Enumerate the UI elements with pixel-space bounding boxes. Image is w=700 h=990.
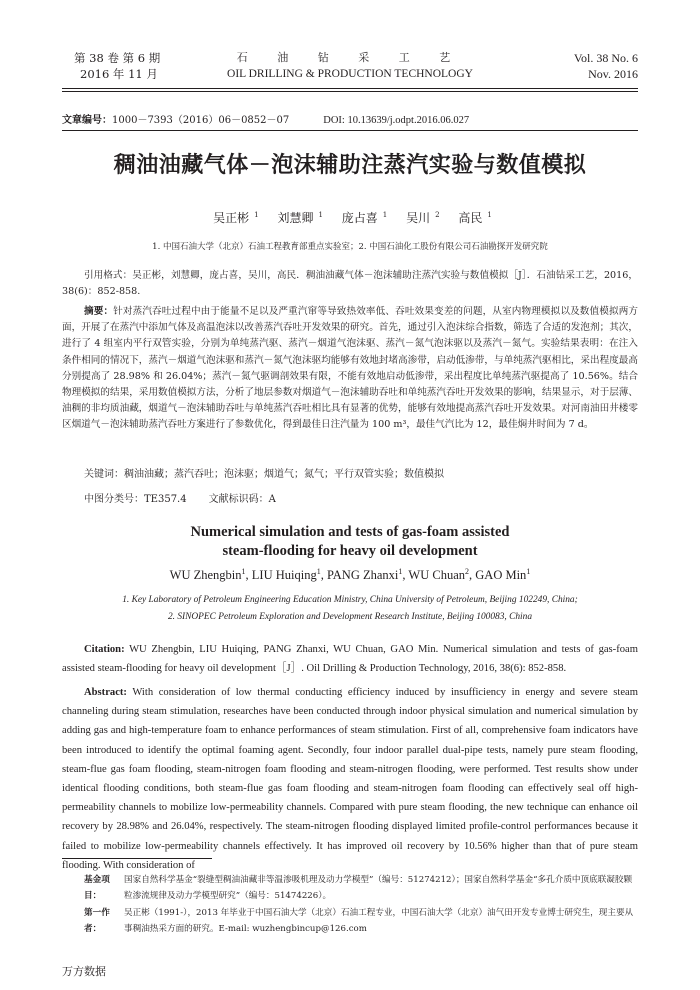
article-id-label: 文章编号： [62, 115, 112, 126]
citation-en-label: Citation: [84, 644, 125, 655]
abstract-cn-text: 针对蒸汽吞吐过程中由于能量不足以及严重汽窜等导致热效率低、吞吐效果变差的问题，从室内物理模拟以及数值模拟两方面，开展了在蒸汽中添加气体及高温泡沫以改善蒸汽吞吐开发效果的研究。首先，通过引入泡沫综合指数，筛选了合适的发泡剂；其次，进行了 4 组室内平行双管实验，分别为单纯蒸汽驱、蒸汽－烟道气泡沫驱、蒸汽－氮气泡沫驱以及蒸汽－氮气。实验结果表明：在注入条件相同的情况下，蒸汽－烟道气泡沫驱和蒸汽－氮气泡沫驱均能够有效地封堵高渗带，启动低渗带，与单纯蒸汽驱相比，采出程度最高分别提高了 28.98% 和 26.04%；蒸汽－氮气驱调剖效果有限，不能有效地启动低渗带，采出程度比单纯蒸汽驱提高了 10.56%。结合物理模拟的结果，采用数值模拟方法，分析了地层参数对烟道气－泡沫辅助吞吐和单纯蒸汽吞吐开发效果的影响，结果显示，对于层薄、油稠的非均质油藏，烟道气－泡沫辅助吞吐与单纯蒸汽吞吐相比具有显著的优势，能够有效地提高蒸汽吞吐开发效果。对河南油田井楼零区烟道气－泡沫辅助蒸汽吞吐方案进行了参数优化，得到最佳日注汽量为 100 m³，最佳气汽比为 12，最佳焖井时间为 7 d。 [62, 306, 639, 431]
abstract-en-label: Abstract: [84, 687, 127, 698]
author-en: LIU Huiqing$^1$, [251, 567, 327, 583]
author-cn: 刘慧卿 $^1$ [277, 211, 323, 225]
article-meta [62, 111, 469, 126]
first-author-text: 吴正彬（1991-），2013 年毕业于中国石油大学（北京）石油工程专业，中国石油大学（北京）油气田开发专业博士研究生，现主要从事稠油热采方面的研究。E-mail: wuzhengbincup@126.com [124, 908, 634, 934]
journal-name-en: OIL DRILLING & PRODUCTION TECHNOLOGY [227, 68, 473, 80]
doi[interactable]: DOI: 10.13639/j.odpt.2016.06.027 [323, 115, 470, 126]
date-cn: 2016 年 11 月 [80, 67, 158, 81]
keywords-cn [84, 465, 444, 480]
header-rule-top [62, 88, 638, 89]
keywords-cn-label: 关键词： [84, 469, 124, 480]
meta-rule [62, 130, 638, 131]
fund-note [84, 873, 638, 905]
volume-en: Vol. 38 No. 6 [573, 51, 638, 65]
author-en: WU Chuan$^2$, [408, 567, 476, 583]
issue-info-en [574, 50, 638, 82]
doc-code-label: 文献标识码： [208, 494, 269, 505]
journal-name-cn: 石 油 钻 采 工 艺 [236, 51, 464, 64]
abstract-cn [62, 304, 638, 434]
fund-text: 国家自然科学基金“裂缝型稠油油藏非等温渗吸机理及动力学模型”（编号：51274212）；国家自然科学基金“多孔介质中顶底联凝胶颗粒渗流规律及动力学模型研究”（编号：51474226）。 [124, 875, 633, 901]
author-cn: 高民 $^1$ [458, 211, 492, 225]
keywords-cn-text: 稠油油藏；蒸汽吞吐；泡沫驱；烟道气；氮气；平行双管实验；数值模拟 [124, 469, 444, 480]
abstract-cn-label: 摘要： [84, 306, 114, 317]
first-author-note [84, 906, 638, 938]
clc-value: TE357.4 [144, 494, 187, 505]
title-en [0, 523, 700, 561]
title-cn: 稠油油藏气体－泡沫辅助注蒸汽实验与数值模拟 [113, 153, 587, 178]
article-id: 1000－7393（2016）06－0852－07 [112, 115, 290, 126]
footnote-rule [62, 858, 212, 859]
fund-label: 基金项目： [84, 875, 110, 901]
first-author-label: 第一作者： [84, 908, 110, 934]
authors-cn [0, 209, 700, 226]
citation-cn-text: 吴正彬，刘慧卿，庞占喜，吴川，高民．稠油油藏气体－泡沫辅助注蒸汽实验与数值模拟［J］．石油钻采工艺，2016，38(6)：852-858. [62, 270, 638, 298]
author-cn: 吴正彬 $^1$ [213, 211, 259, 225]
author-cn: 庞占喜 $^1$ [341, 211, 388, 225]
clc-label: 中图分类号： [84, 494, 144, 505]
author-en: PANG Zhanxi$^1$, [326, 567, 409, 583]
author-en: GAO Min$^1$ [475, 567, 531, 583]
citation-en [62, 640, 638, 678]
doc-code-value: A [268, 494, 276, 505]
volume-cn: 第 38 卷 第 6 期 [74, 51, 161, 65]
issue-info-cn [74, 50, 160, 82]
title-en-line2: steam-flooding for heavy oil development [222, 543, 478, 559]
authors-en [0, 567, 700, 583]
author-cn: 吴川 $^2$ [406, 211, 440, 225]
author-en: WU Zhengbin$^1$, [169, 567, 252, 583]
classification-cn [84, 490, 276, 505]
affiliation-en-1: 1. Key Laboratory of Petroleum Engineering Education Ministry, China University of Petroleum, Beijing 102249, China; [122, 595, 578, 605]
citation-en-text: WU Zhengbin, LIU Huiqing, PANG Zhanxi, WU Chuan, GAO Min. Numerical simulation and tests of gas-foam assisted steam-flooding for heavy oil development［J］. Oil Drilling & Production Technology, 2016, 38(6): 852-858. [62, 644, 638, 675]
citation-cn-label: 引用格式： [84, 270, 133, 281]
abstract-en [62, 683, 638, 875]
citation-cn [62, 268, 638, 300]
affiliations-cn: 1. 中国石油大学（北京）石油工程教育部重点实验室；2. 中国石油化工股份有限公司石油勘探开发研究院 [152, 242, 548, 252]
journal-name [200, 50, 500, 82]
affiliation-en-2: 2. SINOPEC Petroleum Exploration and Development Research Institute, Beijing 100083, China [167, 612, 533, 622]
wanfang-watermark: 万方数据 [62, 965, 106, 978]
title-en-line1: Numerical simulation and tests of gas-foam assisted [190, 524, 510, 540]
abstract-en-text: With consideration of low thermal conducting efficiency induced by insufficiency in energy and severe steam channeling during steam stimulation, researches have been conducted through indoor physical simulation and numerical simulation by adding gas and high-temperature foam to enhance performances of steam stimulation. First of all, comprehensive foam indicators have been introduced to identify the optimal foaming agent. Secondly, four indoor parallel dual-pipe tests, namely pure steam flooding, steam-flue gas foam flooding, steam-nitrogen foam flooding and steam-nitrogen flooding, were performed. Test results show under identical flooding conditions, both steam-flue gas foam flooding and steam-nitrogen foam flooding can effectively seal off high-permeability channels to mobilize low-permeability channels. Compared with pure steam flooding, the new technique can enhance oil recovery by 28.98% and 26.04%, respectively. The steam-nitrogen flooding displayed limited profile-control performances because it failed to mobilize low-permeability channels effectively. It has improved oil recovery by 10.56% higher than that of pure steam flooding. With consideration of [62, 687, 638, 871]
date-en: Nov. 2016 [588, 67, 638, 81]
header-rule-bottom [62, 91, 638, 92]
